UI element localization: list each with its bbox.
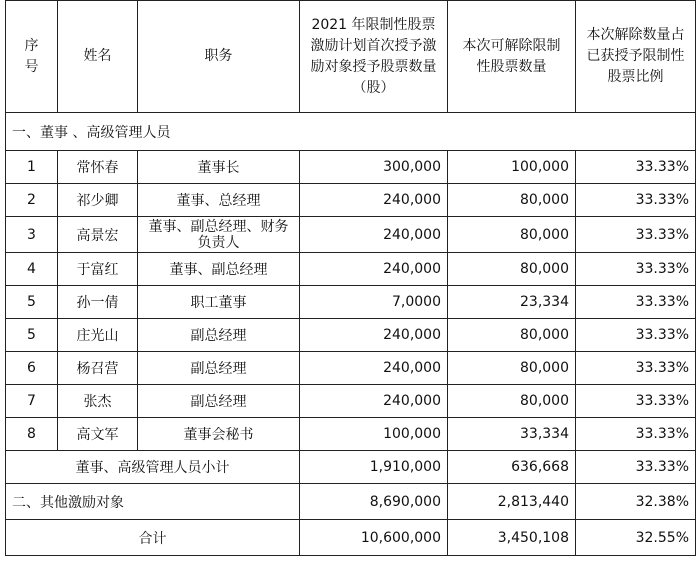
subtotal-row bbox=[6, 451, 696, 484]
header-name: 姓名 bbox=[58, 1, 138, 113]
cell-position: 副总经理 bbox=[138, 352, 300, 385]
cell-ratio: 33.33% bbox=[576, 151, 696, 184]
subtotal-granted: 1,910,000 bbox=[300, 451, 448, 484]
others-label: 二、其他激励对象 bbox=[6, 484, 300, 520]
total-ratio: 32.55% bbox=[576, 520, 696, 556]
cell-seq: 5 bbox=[6, 319, 58, 352]
cell-ratio: 33.33% bbox=[576, 217, 696, 253]
cell-name: 于富红 bbox=[58, 253, 138, 286]
cell-ratio: 33.33% bbox=[576, 319, 696, 352]
table-row bbox=[6, 253, 696, 286]
cell-name: 庄光山 bbox=[58, 319, 138, 352]
incentive-stock-table bbox=[5, 0, 696, 556]
cell-unlockable: 23,334 bbox=[448, 286, 576, 319]
cell-unlockable: 100,000 bbox=[448, 151, 576, 184]
cell-seq: 5 bbox=[6, 286, 58, 319]
table-row bbox=[6, 184, 696, 217]
table-row bbox=[6, 151, 696, 184]
cell-ratio: 33.33% bbox=[576, 352, 696, 385]
cell-seq: 6 bbox=[6, 352, 58, 385]
table-row bbox=[6, 352, 696, 385]
cell-seq: 2 bbox=[6, 184, 58, 217]
cell-unlockable: 80,000 bbox=[448, 217, 576, 253]
total-unlockable: 3,450,108 bbox=[448, 520, 576, 556]
others-ratio: 32.38% bbox=[576, 484, 696, 520]
cell-position: 职工董事 bbox=[138, 286, 300, 319]
cell-ratio: 33.33% bbox=[576, 253, 696, 286]
cell-name: 张杰 bbox=[58, 385, 138, 418]
cell-ratio: 33.33% bbox=[576, 385, 696, 418]
cell-ratio: 33.33% bbox=[576, 184, 696, 217]
cell-name: 常怀春 bbox=[58, 151, 138, 184]
cell-unlockable: 80,000 bbox=[448, 253, 576, 286]
table-row bbox=[6, 217, 696, 253]
table-row bbox=[6, 418, 696, 451]
table-row bbox=[6, 286, 696, 319]
header-unlockable: 本次可解除限制性股票数量 bbox=[448, 1, 576, 113]
cell-name: 孙一倩 bbox=[58, 286, 138, 319]
others-granted: 8,690,000 bbox=[300, 484, 448, 520]
cell-seq: 7 bbox=[6, 385, 58, 418]
header-seq: 序号 bbox=[6, 1, 58, 113]
cell-unlockable: 33,334 bbox=[448, 418, 576, 451]
table-row bbox=[6, 319, 696, 352]
cell-position: 副总经理 bbox=[138, 319, 300, 352]
cell-granted: 240,000 bbox=[300, 385, 448, 418]
cell-position: 董事长 bbox=[138, 151, 300, 184]
cell-unlockable: 80,000 bbox=[448, 184, 576, 217]
cell-granted: 7,0000 bbox=[300, 286, 448, 319]
cell-seq: 4 bbox=[6, 253, 58, 286]
cell-granted: 240,000 bbox=[300, 217, 448, 253]
header-ratio: 本次解除数量占已获授予限制性股票比例 bbox=[576, 1, 696, 113]
total-granted: 10,600,000 bbox=[300, 520, 448, 556]
cell-granted: 100,000 bbox=[300, 418, 448, 451]
cell-position: 副总经理 bbox=[138, 385, 300, 418]
subtotal-ratio: 33.33% bbox=[576, 451, 696, 484]
cell-unlockable: 80,000 bbox=[448, 352, 576, 385]
cell-position: 董事、总经理 bbox=[138, 184, 300, 217]
header-row bbox=[6, 1, 696, 113]
cell-name: 杨召营 bbox=[58, 352, 138, 385]
cell-granted: 240,000 bbox=[300, 184, 448, 217]
cell-name: 高景宏 bbox=[58, 217, 138, 253]
cell-ratio: 33.33% bbox=[576, 286, 696, 319]
cell-unlockable: 80,000 bbox=[448, 319, 576, 352]
cell-ratio: 33.33% bbox=[576, 418, 696, 451]
cell-granted: 240,000 bbox=[300, 352, 448, 385]
table-row bbox=[6, 385, 696, 418]
cell-granted: 300,000 bbox=[300, 151, 448, 184]
header-position: 职务 bbox=[138, 1, 300, 113]
total-row bbox=[6, 520, 696, 556]
header-granted: 2021 年限制性股票激励计划首次授予激励对象授予股票数量（股） bbox=[300, 1, 448, 113]
cell-position: 董事、副总经理、财务负责人 bbox=[138, 217, 300, 253]
subtotal-label: 董事、高级管理人员小计 bbox=[6, 451, 300, 484]
cell-name: 高文军 bbox=[58, 418, 138, 451]
subtotal-unlockable: 636,668 bbox=[448, 451, 576, 484]
cell-name: 祁少卿 bbox=[58, 184, 138, 217]
cell-seq: 3 bbox=[6, 217, 58, 253]
cell-granted: 240,000 bbox=[300, 253, 448, 286]
total-label: 合计 bbox=[6, 520, 300, 556]
cell-unlockable: 80,000 bbox=[448, 385, 576, 418]
others-unlockable: 2,813,440 bbox=[448, 484, 576, 520]
section-title: 一、董事 、高级管理人员 bbox=[6, 113, 696, 151]
cell-granted: 240,000 bbox=[300, 319, 448, 352]
cell-position: 董事、副总经理 bbox=[138, 253, 300, 286]
cell-seq: 1 bbox=[6, 151, 58, 184]
cell-seq: 8 bbox=[6, 418, 58, 451]
cell-position: 董事会秘书 bbox=[138, 418, 300, 451]
others-row bbox=[6, 484, 696, 520]
section-row bbox=[6, 113, 696, 151]
